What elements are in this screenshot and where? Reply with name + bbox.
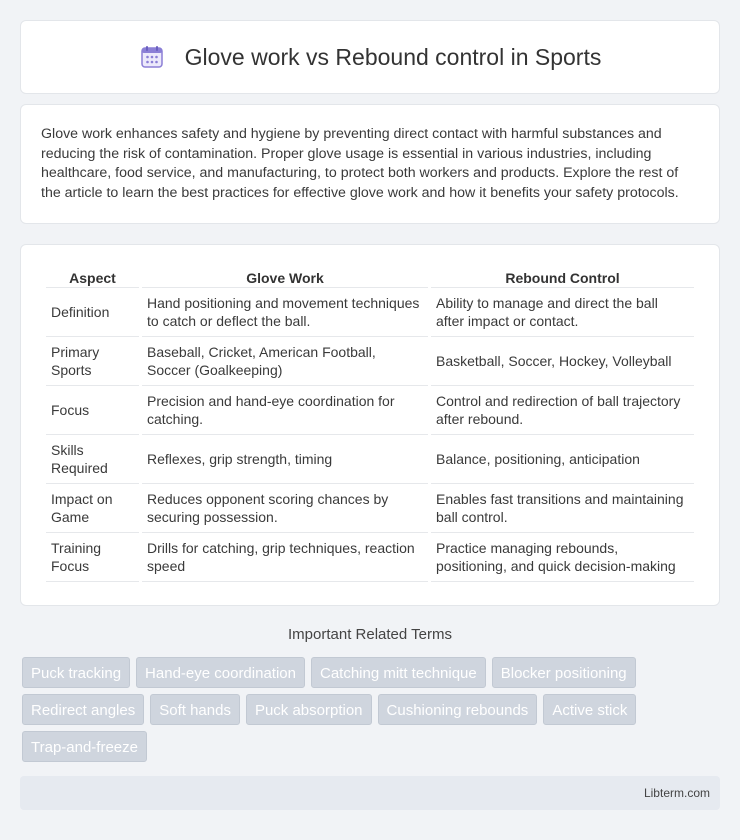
footer	[20, 776, 720, 810]
table-cell-rebound-control: Practice managing rebounds, positioning, and quick decision-making	[431, 533, 694, 582]
table-row	[46, 533, 694, 582]
related-term-tag[interactable]: Cushioning rebounds	[378, 694, 538, 725]
related-term-tag[interactable]: Soft hands	[150, 694, 240, 725]
table-cell-glove-work: Baseball, Cricket, American Football, Soccer (Goalkeeping)	[142, 337, 428, 386]
table-cell-aspect: Primary Sports	[46, 337, 139, 386]
table-cell-aspect: Skills Required	[46, 435, 139, 484]
related-term-tag[interactable]: Trap-and-freeze	[22, 731, 147, 762]
table-row	[46, 435, 694, 484]
table-row	[46, 386, 694, 435]
column-header-aspect: Aspect	[46, 265, 139, 288]
table-cell-glove-work: Reduces opponent scoring chances by securing possession.	[142, 484, 428, 533]
related-term-tag[interactable]: Blocker positioning	[492, 657, 636, 688]
table-cell-aspect: Impact on Game	[46, 484, 139, 533]
related-term-tag[interactable]: Puck tracking	[22, 657, 130, 688]
table-row	[46, 484, 694, 533]
comparison-table-card	[20, 244, 720, 606]
intro-paragraph: Glove work enhances safety and hygiene by preventing direct contact with harmful substances and reducing the risk of contamination. Proper glove usage is essential in various industries, including healthcare, food service, and manufacturing, to protect both workers and products. Explore the rest of the article to learn the best practices for effective glove work and how it benefits your safety protocols.	[41, 126, 679, 201]
table-header-row	[46, 265, 694, 288]
table-cell-rebound-control: Balance, positioning, anticipation	[431, 435, 694, 484]
column-header-rebound-control: Rebound Control	[431, 265, 694, 288]
table-row	[46, 288, 694, 337]
table-cell-glove-work: Hand positioning and movement techniques to catch or deflect the ball.	[142, 288, 428, 337]
table-cell-glove-work: Drills for catching, grip techniques, reaction speed	[142, 533, 428, 582]
table-cell-glove-work: Reflexes, grip strength, timing	[142, 435, 428, 484]
intro-card	[20, 104, 720, 224]
table-cell-aspect: Training Focus	[46, 533, 139, 582]
related-term-tag[interactable]: Redirect angles	[22, 694, 144, 725]
column-header-glove-work: Glove Work	[142, 265, 428, 288]
comparison-table	[43, 265, 697, 582]
table-cell-rebound-control: Control and redirection of ball trajectory after rebound.	[431, 386, 694, 435]
calendar-icon	[139, 44, 165, 70]
related-term-tag[interactable]: Catching mitt technique	[311, 657, 486, 688]
footer-site-link[interactable]: Libterm.com	[643, 786, 710, 800]
table-cell-rebound-control: Basketball, Soccer, Hockey, Volleyball	[431, 337, 694, 386]
page-title: Glove work vs Rebound control in Sports	[184, 43, 602, 70]
related-term-tag[interactable]: Puck absorption	[246, 694, 372, 725]
table-cell-rebound-control: Enables fast transitions and maintaining ball control.	[431, 484, 694, 533]
table-row	[46, 337, 694, 386]
table-cell-glove-work: Precision and hand-eye coordination for catching.	[142, 386, 428, 435]
table-cell-aspect: Definition	[46, 288, 139, 337]
table-cell-rebound-control: Ability to manage and direct the ball after impact or contact.	[431, 288, 694, 337]
related-terms-list	[22, 657, 722, 768]
related-term-tag[interactable]: Hand-eye coordination	[136, 657, 305, 688]
table-cell-aspect: Focus	[46, 386, 139, 435]
related-terms-heading: Important Related Terms	[288, 626, 452, 643]
related-term-tag[interactable]: Active stick	[543, 694, 636, 725]
title-card	[20, 20, 720, 94]
